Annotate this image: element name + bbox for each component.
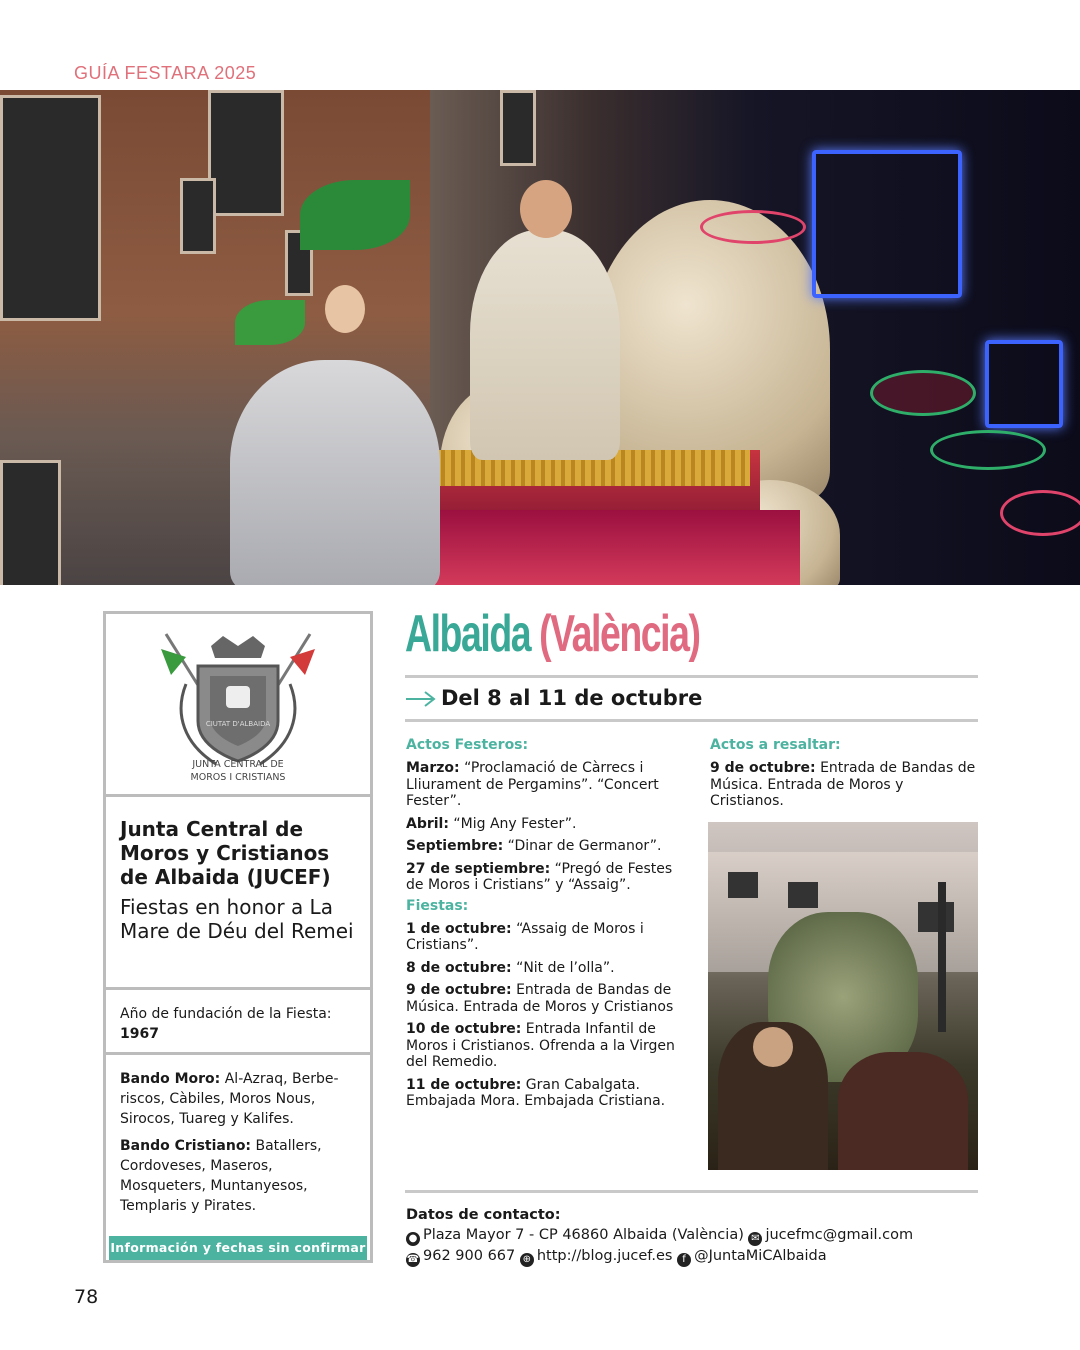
bando-cristiano-value: Batallers, Cordoveses, Maseros, Mosqueters, Muntanyesos, Templaris y Pirates. [120,1138,322,1214]
province-name: (València) [539,605,700,663]
jucef-logo [106,614,370,794]
founding-year: 1967 [120,1026,159,1042]
contact-address: Plaza Mayor 7 - CP 46860 Albaida (València) [423,1227,744,1243]
event-item: Abril: “Mig Any Fester”. [406,815,577,832]
divider [405,719,978,722]
founding-panel [106,990,370,1055]
hero-photo [0,90,1080,585]
event-item: Marzo: “Proclamació de Càrrecs i Lliurament de Pergamins”. “Concert Fester”. [406,760,659,809]
fiestas-heading: Fiestas: [406,897,469,914]
event-item: 9 de octubre: Entrada de Bandas de Música. Entrada de Moros y Cristianos [406,982,674,1015]
contact-email[interactable]: jucefmc@gmail.com [765,1227,914,1243]
contact-heading: Datos de contacto: [406,1207,561,1223]
page-number: 78 [74,1286,99,1308]
phone-icon: ☎ [406,1254,420,1265]
event-item: 8 de octubre: “Nit de l’olla”. [406,959,615,976]
contact-facebook[interactable]: @JuntaMiCAlbaida [694,1248,827,1264]
festival-dates: Del 8 al 11 de octubre [441,686,703,710]
event-item: 27 de septiembre: “Pregó de Festes de Moros i Cristians” y “Assaig”. [406,860,673,893]
bando-moro-label: Bando Moro: [120,1071,221,1087]
resaltar-heading: Actos a resaltar: [710,737,841,753]
event-item: Septiembre: “Dinar de Germanor”. [406,838,662,854]
email-icon: ✉ [748,1232,762,1246]
place-title [405,606,825,662]
highlight-item: 9 de octubre: Entrada de Bandas de Música. Entrada de Moros y Cristianos. [710,760,976,809]
event-item: 1 de octubre: “Assaig de Moros i Cristians”. [406,920,644,953]
programme-column [406,737,678,1116]
town-name: Albaida [405,605,531,663]
divider [405,675,978,678]
bando-cristiano-label: Bando Cristiano: [120,1138,252,1154]
facebook-icon: f [677,1253,691,1267]
event-item: 10 de octubre: Entrada Infantil de Moros i Cristianos. Ofrenda a la Virgen del Remedio. [406,1021,675,1070]
actos-festeros-heading: Actos Festeros: [406,737,529,753]
contact-phone[interactable]: 962 900 667 [423,1248,516,1264]
divider [405,1190,978,1193]
title-panel [106,797,370,990]
guide-header: GUÍA FESTARA 2025 [74,63,257,83]
procession-photo [708,822,978,1170]
logo-text-2: MOROS I CRISTIANS [190,772,286,783]
bando-moro-value: Al-Azraq, Berbe-riscos, Càbiles, Moros Nous, Sirocos, Tuareg y Kalifes. [120,1071,339,1127]
logo-panel [106,614,370,797]
organization-name: Junta Central de Moros y Cristianos de Albaida (JUCEF) [120,817,331,889]
globe-icon: ⊕ [520,1253,534,1267]
location-pin-icon: ● [406,1232,420,1246]
contact-web[interactable]: http://blog.jucef.es [536,1248,673,1264]
highlights-column [710,737,978,816]
bandos-panel [106,1055,370,1235]
arrow-right-icon [405,690,437,708]
logo-ribbon: CIUTAT D'ALBAIDA [205,720,271,728]
honor-text: Fiestas en honor a La Mare de Déu del Remei [120,895,354,943]
organization-card [103,611,373,1263]
logo-text-1: JUNTA CENTRAL DE [192,759,284,770]
founding-label: Año de fundación de la Fiesta: [120,1006,332,1022]
contact-block [406,1205,1026,1267]
unconfirmed-badge: Información y fechas sin confirmar [109,1236,367,1260]
event-item: 11 de octubre: Gran Cabalgata. Embajada Mora. Embajada Cristiana. [406,1076,666,1109]
